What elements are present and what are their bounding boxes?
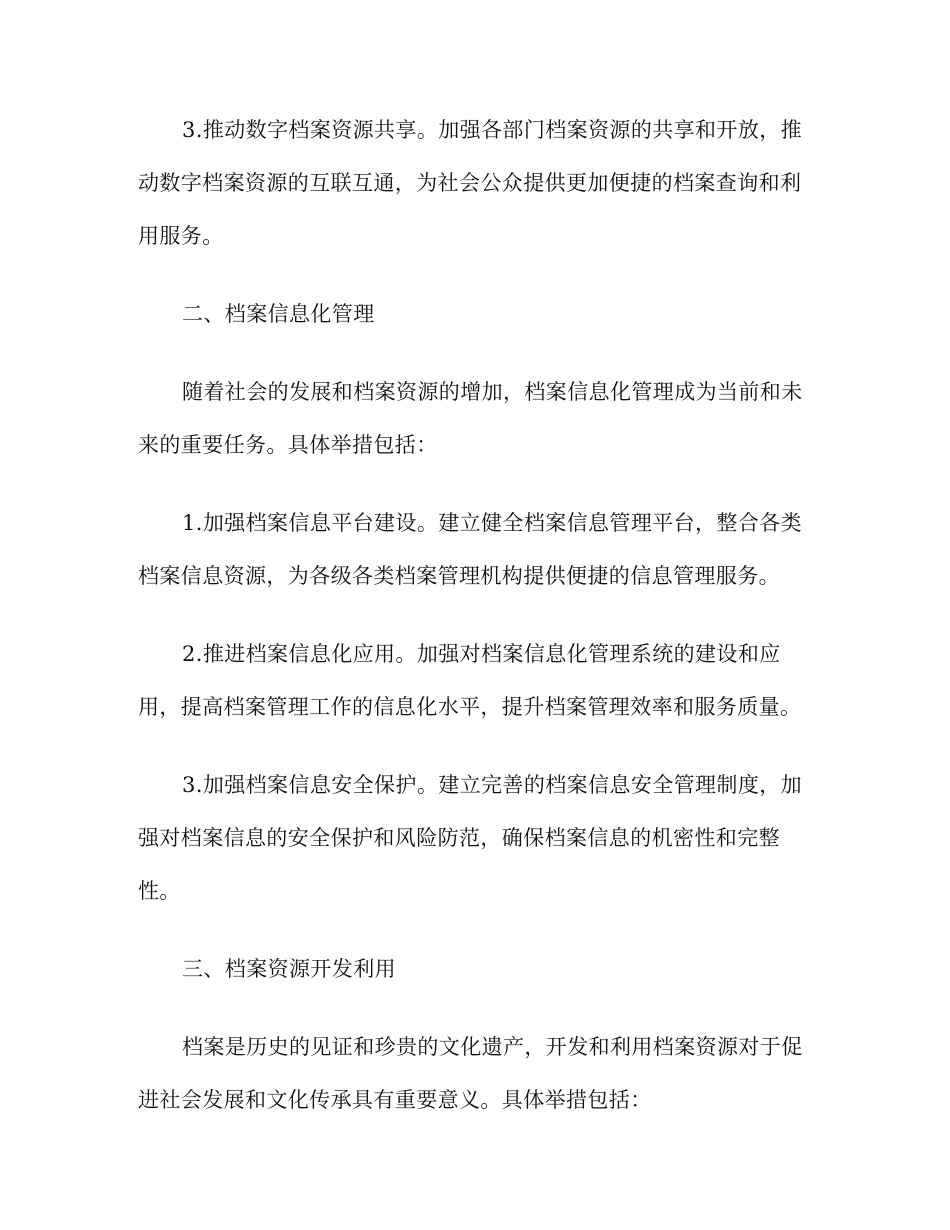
section-heading-informatization: 二、档案信息化管理 xyxy=(182,302,375,326)
document-body xyxy=(138,104,818,1127)
section-heading-development: 三、档案资源开发利用 xyxy=(182,957,396,981)
paragraph-informatization-item-2: 2.推进档案信息化应用。加强对档案信息化管理系统的建设和应用，提高档案管理工作的信息化水平，提升档案管理效率和服务质量。 xyxy=(138,642,802,719)
paragraph-informatization-intro: 随着社会的发展和档案资源的增加，档案信息化管理成为当前和未来的重要任务。具体举措包括： xyxy=(138,380,803,457)
paragraph-informatization-item-1: 1.加强档案信息平台建设。建立健全档案信息管理平台，整合各类档案信息资源，为各级各类档案管理机构提供便捷的信息管理服务。 xyxy=(138,511,803,588)
paragraph-development-intro: 档案是历史的见证和珍贵的文化遗产，开发和利用档案资源对于促进社会发展和文化传承具有重要意义。具体举措包括： xyxy=(138,1035,803,1112)
paragraph-informatization-item-3: 3.加强档案信息安全保护。建立完善的档案信息安全管理制度，加强对档案信息的安全保护和风险防范，确保档案信息的机密性和完整性。 xyxy=(138,773,803,903)
paragraph-sharing-item-3: 3.推动数字档案资源共享。加强各部门档案资源的共享和开放，推动数字档案资源的互联互通，为社会公众提供更加便捷的档案查询和利用服务。 xyxy=(138,118,803,248)
